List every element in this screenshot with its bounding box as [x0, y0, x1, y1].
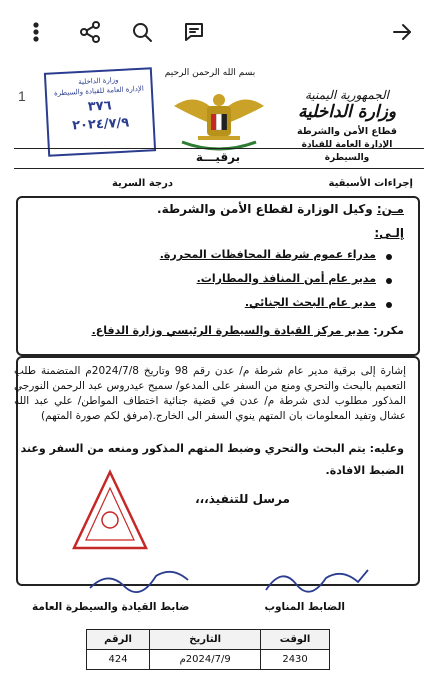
page-number: 1 — [18, 88, 26, 104]
recipient-3: مدير عام البحث الجنائي. — [244, 296, 376, 309]
meta-table — [86, 629, 330, 670]
meta-header-row — [87, 630, 330, 650]
meta-value-row — [87, 650, 330, 670]
date-value: 2024/7/9م — [150, 650, 261, 670]
basmala: بسم الله الرحمن الرحيم — [164, 68, 256, 78]
signature-left-icon — [84, 562, 194, 598]
from-label: مـن: — [376, 202, 404, 216]
time-value: 2430 — [261, 650, 330, 670]
document-type: برقيـــة — [195, 150, 241, 164]
closing-line: مرسل للتنفيذ،،، — [195, 492, 290, 506]
stamp-number: ٣٧٦ — [87, 98, 112, 115]
cc-label: مكرر: — [373, 324, 404, 337]
directive-line-2: الضبط الافادة. — [325, 464, 404, 477]
stamp-directorate: الإدارة العامة للقيادة والسيطرة — [53, 84, 145, 98]
officer-on-duty-label: الضابط المناوب — [264, 601, 345, 613]
directorate-name: الإدارة العامة للقيادة والسيطرة — [301, 140, 393, 163]
bullet-2 — [386, 278, 392, 284]
recipient-1: مدراء عموم شرطة المحافظات المحررة. — [159, 248, 376, 261]
number-value: 424 — [87, 650, 150, 670]
forward-arrow-icon[interactable] — [384, 14, 420, 50]
more-vertical-icon[interactable] — [18, 14, 54, 50]
bullet-1 — [386, 254, 392, 260]
ministry-name: وزارة الداخلية — [297, 102, 397, 122]
cc-value: مدير مركز القيادة والسيطرة الرئيسي وزارة الدفاع. — [91, 324, 370, 337]
from-value: وكيل الوزارة لقطاع الأمن والشرطة. — [157, 202, 373, 216]
secrecy-label: درجة السرية — [111, 178, 173, 189]
recipient-2: مدير عام أمن المنافذ والمطارات. — [196, 272, 376, 285]
command-officer-label: ضابط القيادة والسيطرة العامة — [32, 601, 190, 613]
telegram-document — [0, 64, 435, 680]
stamp-ministry: وزارة الداخلية — [78, 75, 119, 87]
to-label: إلـى: — [374, 226, 404, 240]
official-seal-icon — [70, 468, 150, 552]
signature-right-icon — [262, 562, 372, 598]
from-line — [157, 202, 404, 216]
directive-line-1: وعليه: يتم البحث والتحري وضبط المتهم المذكور ومنعه من السفر وعند — [20, 442, 404, 455]
republic-name: الجمهورية اليمنية — [304, 88, 389, 102]
sector-name: قطاع الأمن والشرطة — [297, 126, 397, 137]
procedures-label: إجراءات الأسبقية — [328, 178, 413, 189]
incoming-stamp — [44, 67, 156, 157]
share-icon[interactable] — [72, 14, 108, 50]
address-box — [16, 196, 420, 356]
viewer-toolbar — [0, 0, 435, 65]
ministry-header — [281, 88, 413, 165]
type-divider — [14, 168, 424, 169]
cc-line — [92, 324, 404, 337]
comment-icon[interactable] — [176, 14, 212, 50]
header-divider — [14, 148, 424, 149]
bullet-3 — [386, 302, 392, 308]
document-viewer[interactable] — [0, 64, 435, 680]
search-icon[interactable] — [124, 14, 160, 50]
body-paragraph: إشارة إلى برقية مدير عام شرطة م/ عدن رقم 98 وتاريخ 2024/7/8م المتضمنة طلب التعميم بالبحث والتحري ومنع من السفر على المدعو/ سميح عيدروس عبد الرحمن النورجي المذكور مطلوب لدى شرطة م/ عدن في قضية جنائية اختطاف المواطن/ علي عبد الله عشال وتفيد المعلومات بان المتهم ينوي السفر الى الخارج.(مرفق لكم صورة المتهم) — [14, 365, 406, 422]
time-header: الوقت — [261, 630, 330, 650]
date-header: التاريخ — [150, 630, 261, 650]
number-header: الرقم — [87, 630, 150, 650]
stamp-date: ٢٠٢٤/٧/٩ — [71, 115, 130, 134]
